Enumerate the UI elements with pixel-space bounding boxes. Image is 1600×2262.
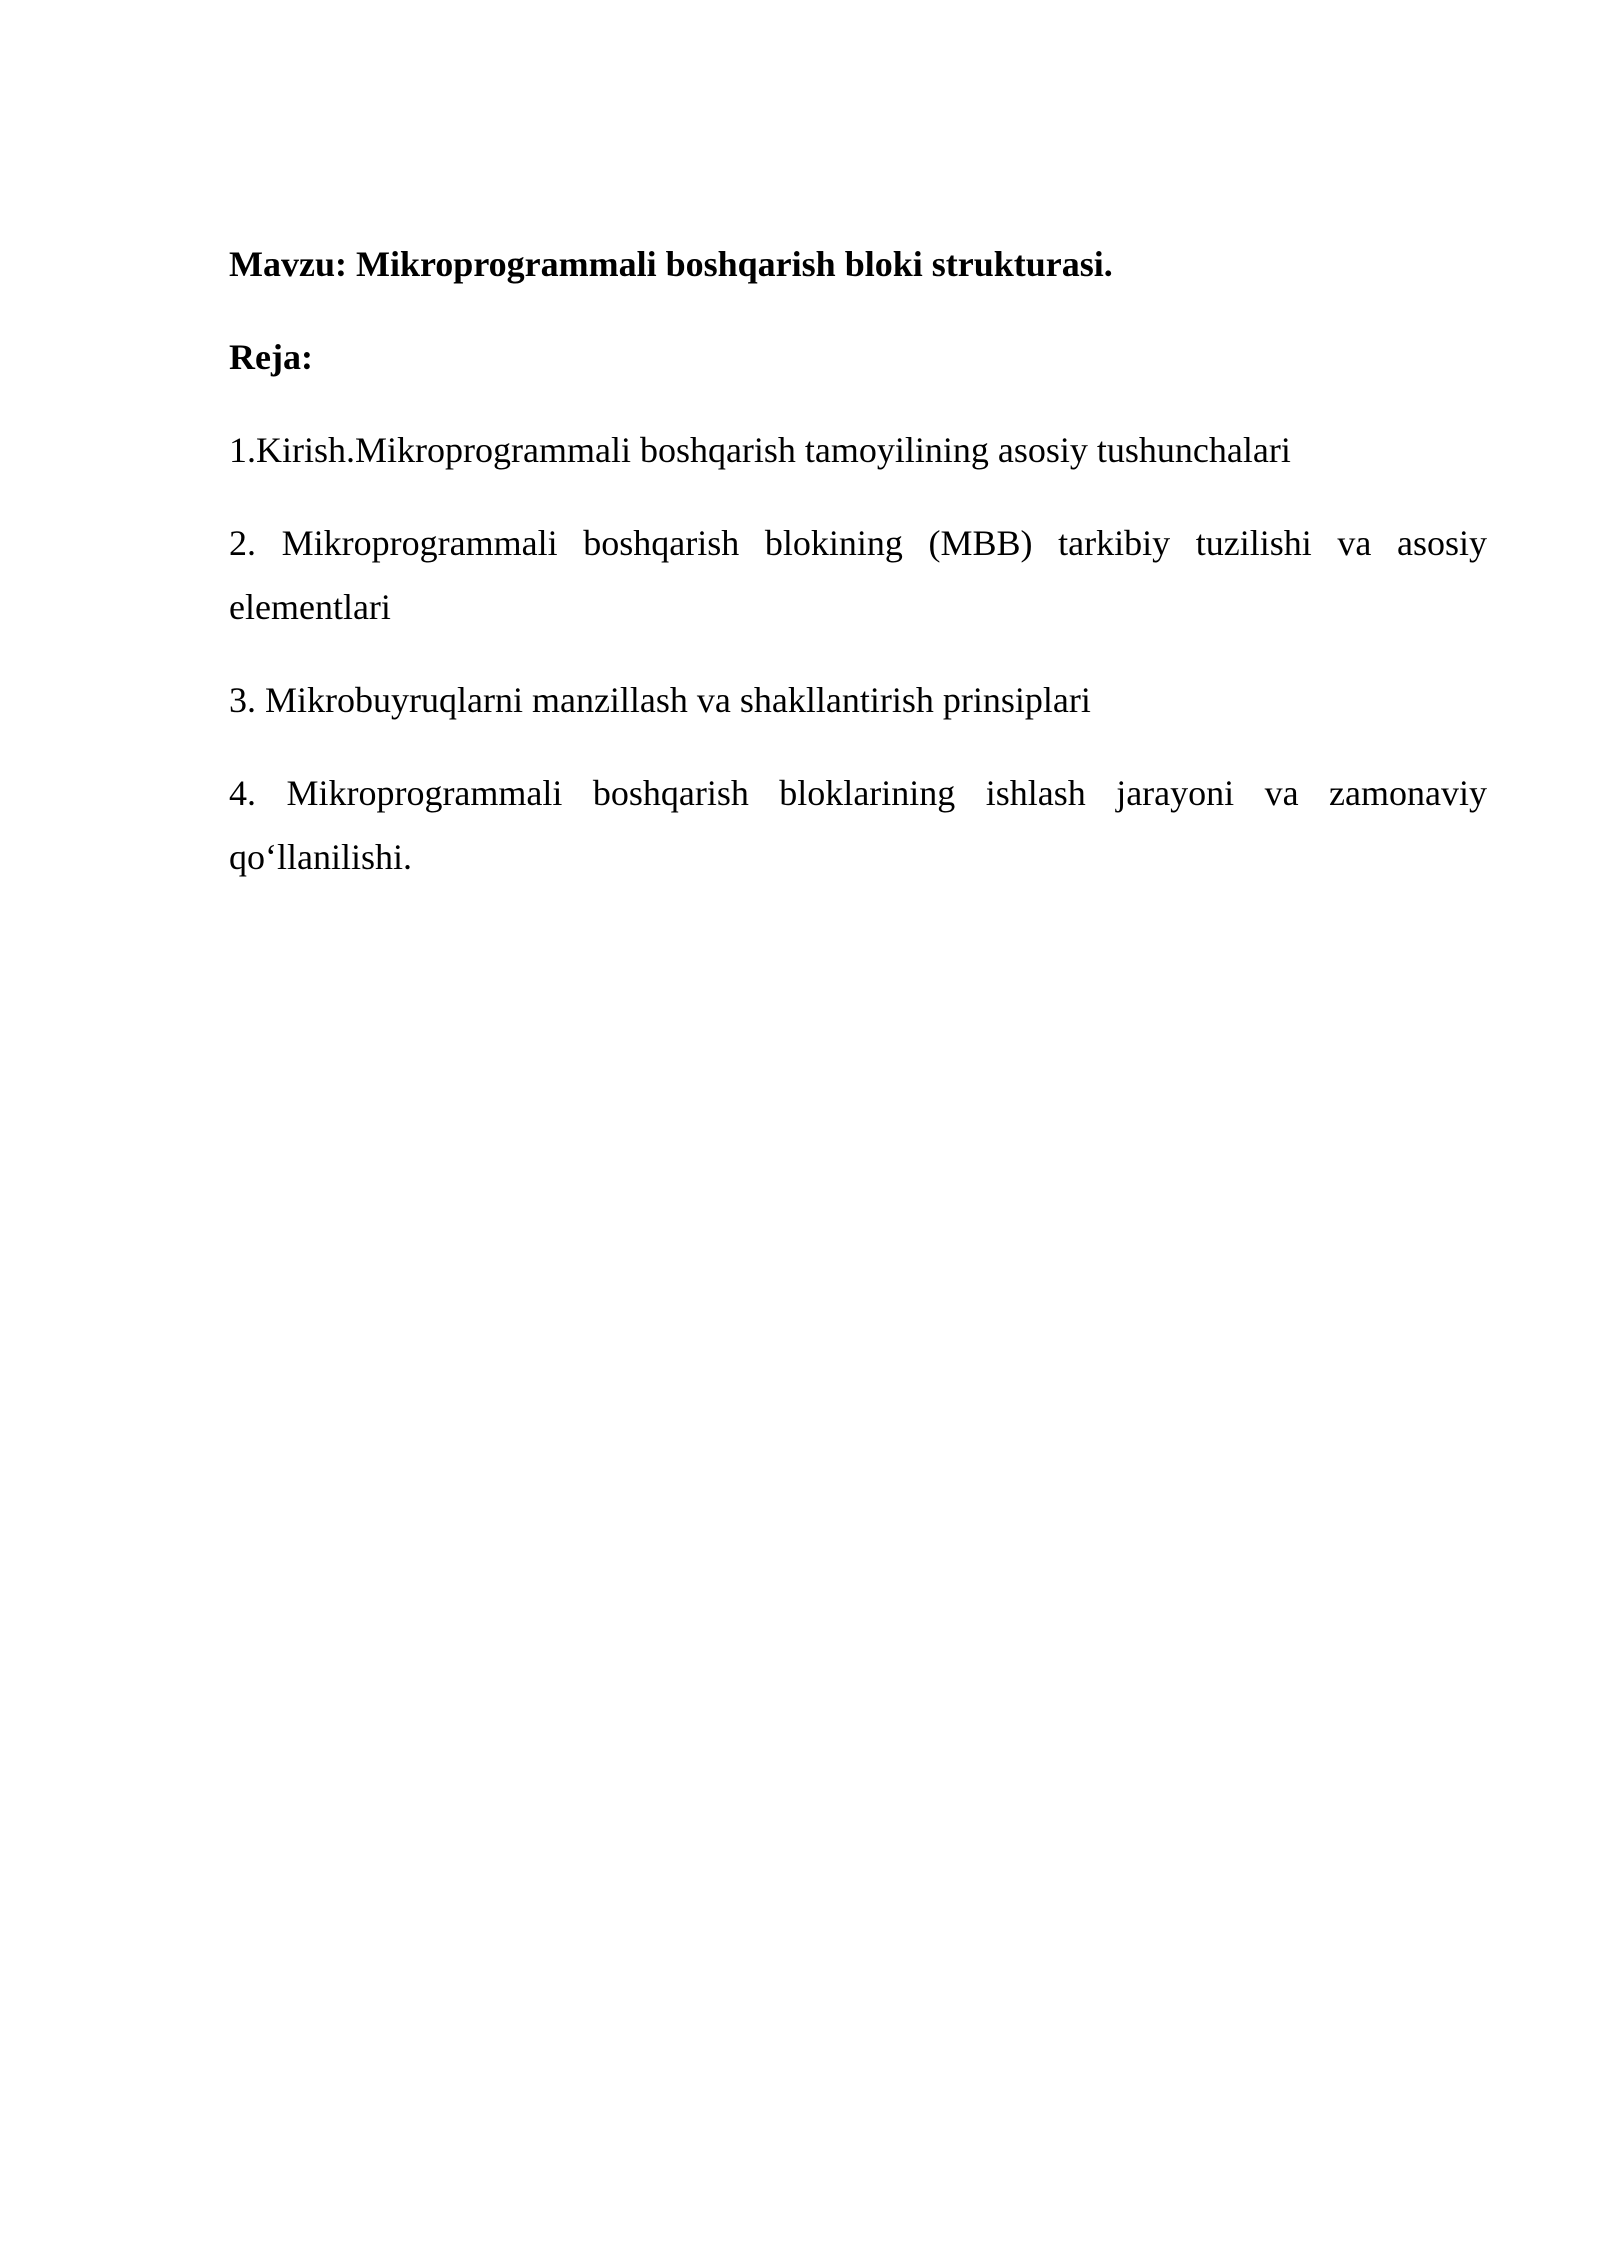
document-content xyxy=(229,232,1487,918)
plan-item-2: 2. Mikroprogrammali boshqarish blokining (MBB) tarkibiy tuzilishi va asosiy elementlari xyxy=(229,523,1487,627)
plan-heading: Reja: xyxy=(229,337,313,377)
plan-item-4: 4. Mikroprogrammali boshqarish bloklarining ishlash jarayoni va zamonaviy qo‘llanilishi. xyxy=(229,773,1487,877)
plan-item-3: 3. Mikrobuyruqlarni manzillash va shakllantirish prinsiplari xyxy=(229,680,1091,720)
plan-item-1: 1.Kirish.Mikroprogrammali boshqarish tamoyilining asosiy tushunchalari xyxy=(229,430,1291,470)
document-title: Mavzu: Mikroprogrammali boshqarish bloki strukturasi. xyxy=(229,244,1113,284)
